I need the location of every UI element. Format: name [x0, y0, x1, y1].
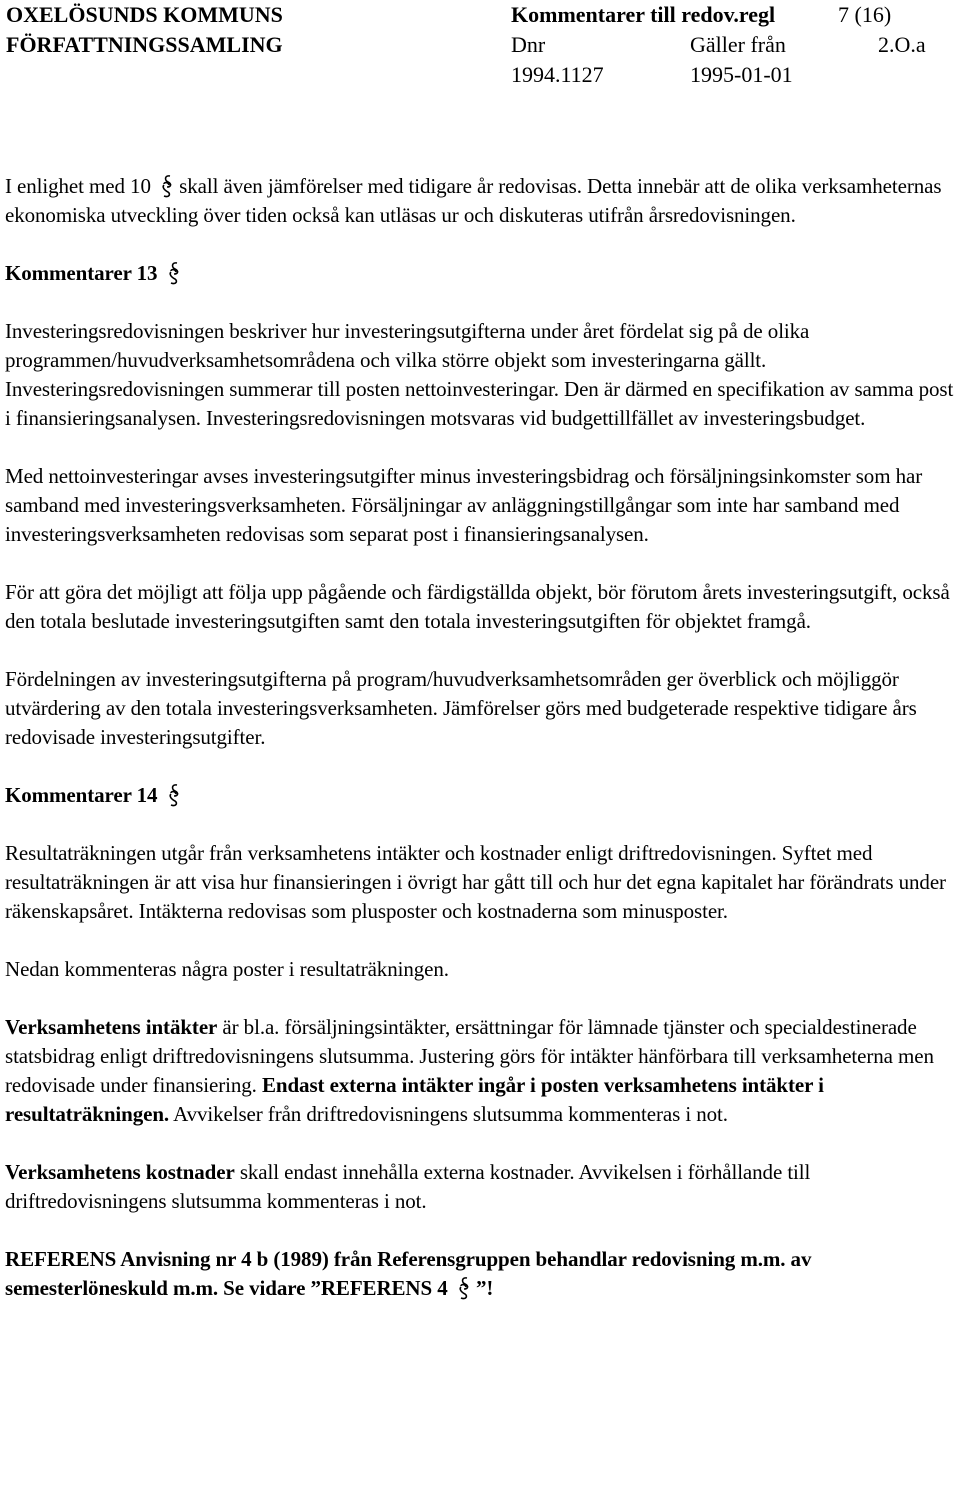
section-13-paragraph-1: Investeringsredovisningen beskriver hur investeringsutgifterna under året fördelat sig på de olika programmen/huvudverksamhetsområdena och vilka större objekt som investeringarna gällt. Investeringsredovisningen summerar till posten nettoinvesteringar. Den är därmed en specifikation av samma post i finansieringsanalysen. Investeringsredovisningen motsvaras vid budgettillfället av investeringsbudget.: [5, 319, 954, 430]
document-body: [5, 172, 957, 1332]
ref-code: 2.O.a: [878, 32, 926, 57]
page-number: 7 (16): [838, 2, 892, 27]
dnr-value: 1994.1127: [511, 62, 604, 87]
intro-paragraph: I enlighet med 10 skall även jämförelser med tidigare år redovisas. Detta innebär att de olika verksamheternas ekonomiska utveckling över tiden också kan utläsas ur och diskuteras utifrån årsredovisningen.: [5, 174, 942, 227]
section-14-paragraph-2: Nedan kommenteras några poster i resultaträkningen.: [5, 957, 449, 981]
section-14-paragraph-1: Resultaträkningen utgår från verksamhetens intäkter och kostnader enligt driftredovisningen. Syftet med resultaträkningen är att visa hur finansieringen i övrigt har gått till och hur det egna kapitalet har förändrats under räkenskapsåret. Intäkterna redovisas som plusposter och kostnaderna som minusposter.: [5, 841, 946, 923]
paragraph-section-icon: [167, 260, 181, 286]
paragraph-section-icon: [457, 1275, 471, 1301]
org-name-line2: FÖRFATTNINGSSAMLING: [6, 32, 283, 57]
section-14-heading: Kommentarer 14: [5, 781, 957, 810]
section-14-income-paragraph: Verksamhetens intäkter är bl.a. försäljningsintäkter, ersättningar för lämnade tjänster och specialdestinerade statsbidrag enligt driftredovisningens slutsumma. Justering görs för intäkter hänförbara till verksamheterna men redovisade under finansiering. Endast externa intäkter ingår i posten verksamhetens intäkter i resultaträkningen. Avvikelser från driftredovisningens slutsumma kommenteras i not.: [5, 1015, 934, 1126]
section-13-paragraph-3: För att göra det möjligt att följa upp pågående och färdigställda objekt, bör förutom årets investeringsutgift, också den totala beslutade investeringsutgiften samt den totala investeringsutgiften för objektet framgå.: [5, 580, 950, 633]
section-13-heading: Kommentarer 13: [5, 259, 957, 288]
valid-from-value: 1995-01-01: [690, 62, 793, 87]
dnr-label: Dnr: [511, 32, 546, 57]
reference-paragraph: REFERENS Anvisning nr 4 b (1989) från Referensgruppen behandlar redovisning m.m. av semesterlöneskuld m.m. Se vidare ”REFERENS 4 ”!: [5, 1247, 812, 1300]
section-13-paragraph-4: Fördelningen av investeringsutgifterna på program/huvudverksamhetsområden ger överblick och möjliggör utvärdering av den totala investeringsverksamheten. Jämförelser görs med budgeterade respektive tidigare års redovisade investeringsutgifter.: [5, 667, 917, 749]
section-13-paragraph-2: Med nettoinvesteringar avses investeringsutgifter minus investeringsbidrag och försäljningsinkomster som har samband med investeringsverksamheten. Försäljningar av anläggningstillgångar som inte har samband med investeringsverksamheten redovisas som separat post i finansieringsanalysen.: [5, 464, 923, 546]
section-14-costs-paragraph: Verksamhetens kostnader skall endast innehålla externa kostnader. Avvikelsen i förhållande till driftredovisningens slutsumma kommenteras i not.: [5, 1160, 811, 1213]
doc-title: Kommentarer till redov.regl: [511, 2, 776, 27]
org-name-line1: OXELÖSUNDS KOMMUNS: [6, 2, 283, 27]
paragraph-section-icon: [167, 782, 181, 808]
valid-from-label: Gäller från: [690, 32, 786, 57]
paragraph-section-icon: [160, 173, 174, 199]
